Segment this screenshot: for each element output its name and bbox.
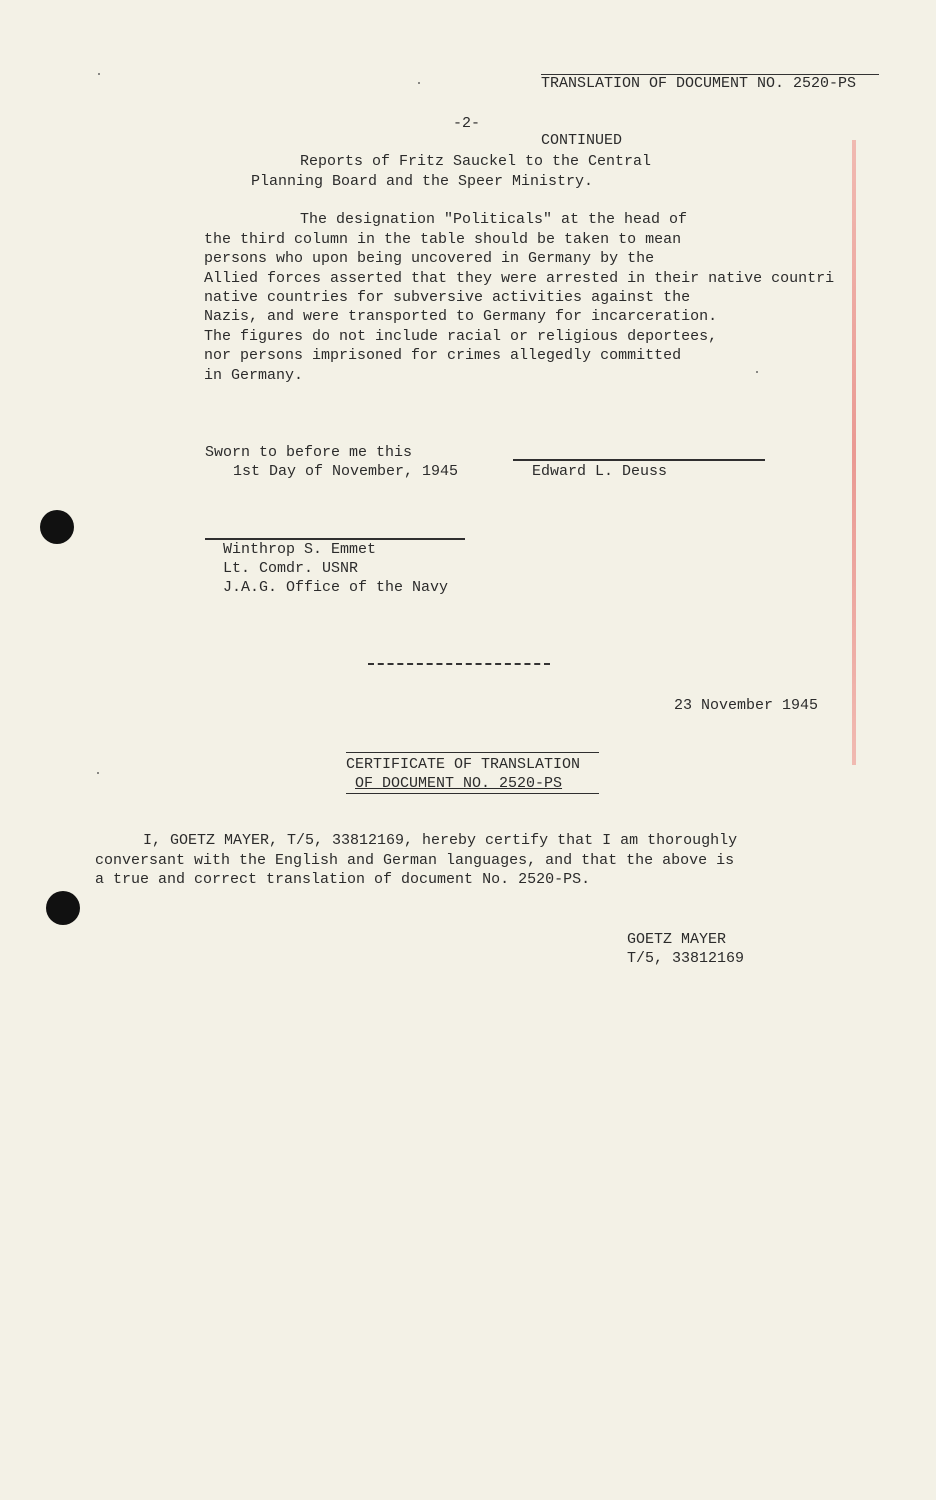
certificate-line: conversant with the English and German languages, and that the above is	[95, 852, 735, 869]
paper-speck	[97, 772, 99, 774]
title-line-1: Reports of Fritz Sauckel to the Central	[300, 153, 652, 170]
header-line-1: TRANSLATION OF DOCUMENT NO. 2520-PS	[541, 75, 857, 92]
certificate-date: 23 November 1945	[674, 697, 819, 714]
witness-office: J.A.G. Office of the Navy	[223, 579, 449, 596]
title-line-2: Planning Board and the Speer Ministry.	[251, 173, 594, 190]
translator-name: GOETZ MAYER	[627, 931, 727, 948]
witness-rank: Lt. Comdr. USNR	[223, 560, 359, 577]
punch-hole	[40, 510, 74, 544]
sworn-line-1: Sworn to before me this	[205, 444, 413, 461]
red-margin-mark	[852, 140, 856, 765]
witness-name: Winthrop S. Emmet	[223, 541, 377, 558]
header-underline	[541, 74, 879, 75]
translator-id: T/5, 33812169	[627, 950, 745, 967]
body-line: in Germany.	[204, 367, 304, 384]
body-line: The designation "Politicals" at the head of	[300, 211, 688, 228]
body-line: persons who upon being uncovered in Germany by the	[204, 250, 655, 267]
body-line: nor persons imprisoned for crimes allegedly committed	[204, 347, 682, 364]
sworn-line-2: 1st Day of November, 1945	[233, 463, 459, 480]
page-number: -2-	[453, 115, 481, 132]
certificate-heading-1: CERTIFICATE OF TRANSLATION	[346, 756, 581, 773]
paper-speck	[98, 73, 100, 75]
section-divider	[368, 663, 550, 666]
body-line: Nazis, and were transported to Germany for incarceration.	[204, 308, 718, 325]
certificate-heading-overline	[346, 752, 599, 753]
certificate-heading-2: OF DOCUMENT NO. 2520-PS	[355, 775, 563, 792]
signer-name: Edward L. Deuss	[532, 463, 668, 480]
body-line: The figures do not include racial or religious deportees,	[204, 328, 718, 345]
certificate-line: I, GOETZ MAYER, T/5, 33812169, hereby certify that I am thoroughly	[143, 832, 738, 849]
certificate-line: a true and correct translation of document No. 2520-PS.	[95, 871, 591, 888]
body-line: native countries for subversive activities against the	[204, 289, 691, 306]
paper-speck	[756, 371, 758, 373]
header-line-2: CONTINUED	[541, 132, 623, 149]
signature-line	[513, 459, 765, 461]
certificate-heading-underline	[346, 793, 599, 794]
paper-speck	[418, 82, 420, 84]
body-line: the third column in the table should be taken to mean	[204, 231, 682, 248]
punch-hole	[46, 891, 80, 925]
body-line: Allied forces asserted that they were arrested in their native countri	[204, 270, 835, 287]
